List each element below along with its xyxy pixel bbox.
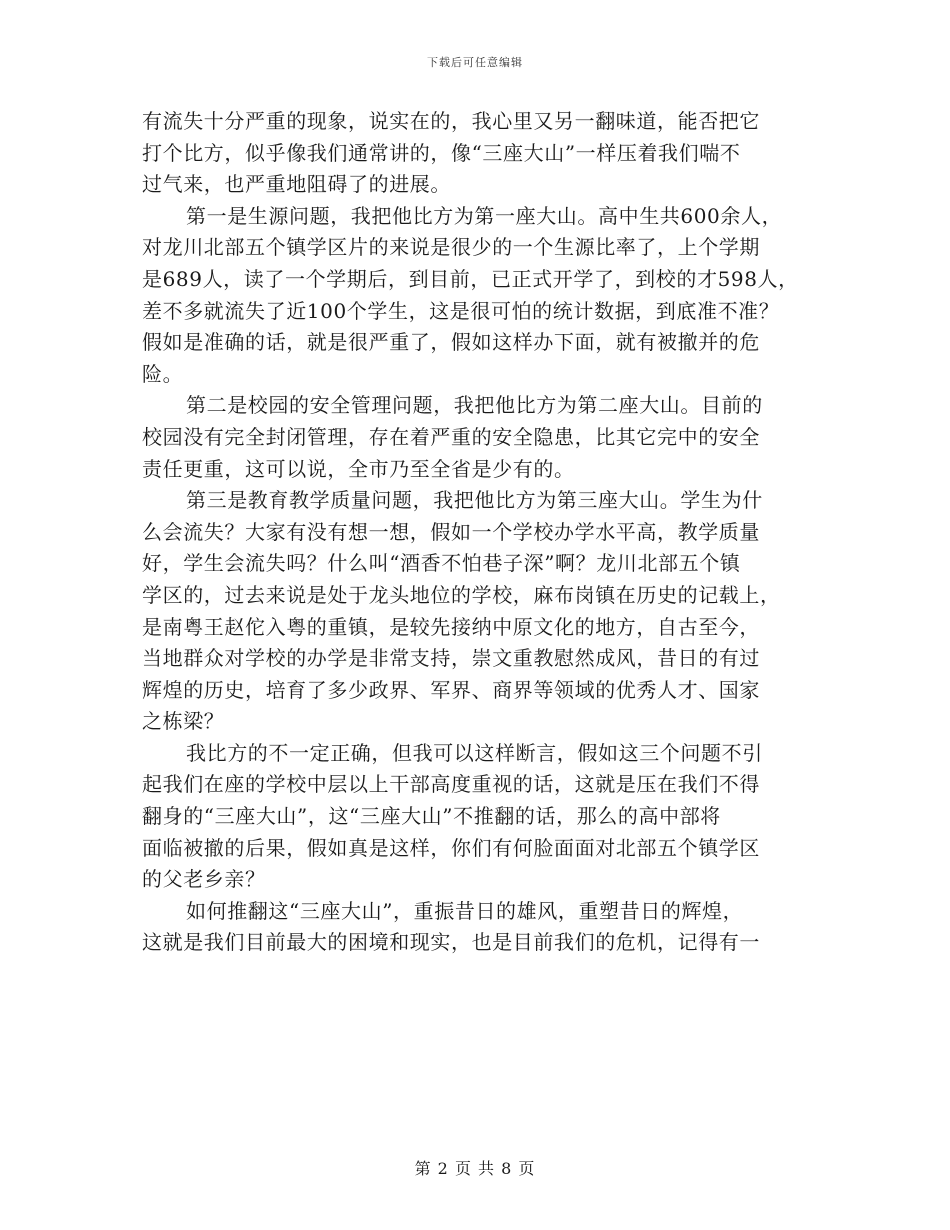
page-number-footer: 第 2 页 共 8 页 [414, 1159, 536, 1178]
document-body [142, 106, 832, 959]
text-line: 对龙川北部五个镇学区片的来说是很少的一个生源比率了，上个学期 [142, 235, 760, 260]
text-line: 假如是准确的话，就是很严重了，假如这样办下面，就有被撤并的危 [142, 330, 760, 355]
text-line: 的父老乡亲？ [142, 867, 266, 892]
text-line: 辉煌的历史，培育了多少政界、军界、商界等领域的优秀人才、国家 [142, 677, 760, 702]
text-line: 是南粤王赵佗入粤的重镇，是较先接纳中原文化的地方，自古至今， [142, 614, 760, 639]
paragraph-start-line: 第三是教育教学质量问题，我把他比方为第三座大山。学生为什 [186, 488, 763, 513]
text-line: 翻身的“三座大山”，这“三座大山”不推翻的话，那么的高中部将 [142, 804, 721, 829]
text-line: 这就是我们目前最大的困境和现实，也是目前我们的危机，记得有一 [142, 930, 760, 955]
text-line: 责任更重，这可以说，全市乃至全省是少有的。 [142, 456, 575, 481]
text-line: 校园没有完全封闭管理，存在着严重的安全隐患，比其它完中的安全 [142, 424, 760, 449]
text-line: 过气来，也严重地阻碍了的进展。 [142, 172, 451, 197]
page-header: 下载后可任意编辑 [427, 56, 523, 69]
text-line: 打个比方，似乎像我们通常讲的，像“三座大山”一样压着我们喘不 [142, 140, 741, 165]
text-line: 学区的，过去来说是处于龙头地位的学校，麻布岗镇在历史的记载上， [142, 582, 781, 607]
text-line: 是689人，读了一个学期后，到目前，已正式开学了，到校的才598人， [142, 266, 799, 291]
text-line: 差不多就流失了近100个学生，这是很可怕的统计数据，到底准不准？ [142, 298, 780, 323]
paragraph-start-line: 第二是校园的安全管理问题，我把他比方为第二座大山。目前的 [186, 393, 763, 418]
text-line: 面临被撤的后果，假如真是这样，你们有何脸面面对北部五个镇学区 [142, 835, 760, 860]
paragraph-start-line: 我比方的不一定正确，但我可以这样断言，假如这三个问题不引 [186, 740, 763, 765]
text-line: 之栋梁？ [142, 709, 225, 734]
paragraph-start-line: 如何推翻这“三座大山”，重振昔日的雄风，重塑昔日的辉煌， [186, 898, 744, 923]
text-line: 好，学生会流失吗？什么叫“酒香不怕巷子深”啊？龙川北部五个镇 [142, 551, 741, 576]
text-line: 险。 [142, 361, 184, 386]
text-line: 么会流失？大家有没有想一想，假如一个学校办学水平高，教学质量 [142, 519, 760, 544]
text-line: 起我们在座的学校中层以上干部高度重视的话，这就是压在我们不得 [142, 772, 760, 797]
text-line: 当地群众对学校的办学是非常支持，崇文重教慰然成风，昔日的有过 [142, 646, 760, 671]
paragraph-start-line: 第一是生源问题，我把他比方为第一座大山。高中生共600余人， [186, 203, 783, 228]
text-line: 有流失十分严重的现象，说实在的，我心里又另一翻味道，能否把它 [142, 109, 760, 133]
